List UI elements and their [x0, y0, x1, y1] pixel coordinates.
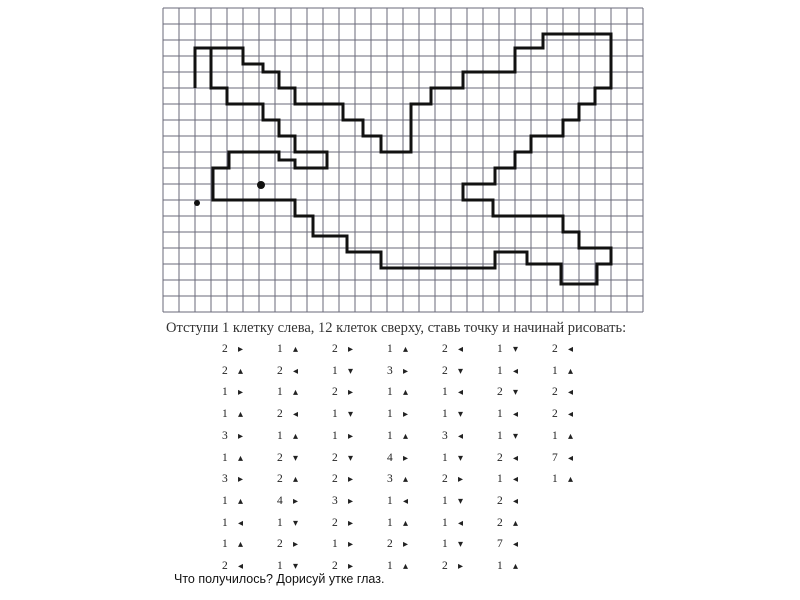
arrow-down-icon: ▾	[293, 561, 299, 572]
command-steps: 1	[332, 429, 338, 442]
arrow-up-icon: ▴	[403, 561, 409, 572]
command-steps: 1	[277, 343, 283, 355]
command-item	[442, 452, 502, 472]
command-steps: 2	[332, 386, 338, 399]
arrow-left-icon: ◂	[458, 387, 464, 399]
command-item	[497, 452, 557, 472]
arrow-left-icon: ◂	[458, 517, 464, 529]
command-steps: 1	[222, 451, 228, 464]
command-item	[277, 343, 337, 363]
start-point-dot	[194, 200, 200, 206]
arrow-right-icon: ▸	[238, 474, 244, 486]
command-item	[332, 408, 392, 428]
instruction-text: Отступи 1 клетку слева, 12 клеток сверху, ставь точку и начинай рисовать:	[166, 320, 627, 336]
command-steps: 4	[387, 451, 393, 464]
arrow-up-icon: ▴	[238, 539, 244, 551]
command-steps: 2	[222, 560, 228, 572]
command-item	[442, 495, 502, 515]
command-item	[222, 495, 282, 515]
command-steps: 3	[442, 429, 448, 442]
command-steps: 1	[387, 408, 393, 421]
command-steps: 1	[552, 364, 558, 377]
command-steps: 2	[497, 516, 503, 529]
command-steps: 2	[497, 494, 503, 507]
command-item	[222, 517, 282, 537]
arrow-up-icon: ▴	[238, 495, 244, 507]
arrow-left-icon: ◂	[403, 495, 409, 507]
arrow-right-icon: ▸	[403, 452, 409, 464]
command-steps: 7	[552, 451, 558, 464]
command-item	[552, 430, 612, 450]
arrow-left-icon: ◂	[513, 495, 519, 507]
arrow-up-icon: ▴	[568, 430, 574, 442]
command-item	[442, 538, 502, 558]
command-item	[332, 517, 392, 537]
arrow-right-icon: ▸	[348, 474, 354, 486]
command-steps: 2	[332, 343, 338, 355]
command-steps: 1	[222, 538, 228, 551]
command-steps: 2	[552, 408, 558, 421]
command-item	[332, 343, 392, 363]
command-item	[387, 430, 447, 450]
arrow-up-icon: ▴	[293, 387, 299, 399]
arrow-up-icon: ▴	[403, 517, 409, 529]
arrow-left-icon: ◂	[458, 430, 464, 442]
command-steps: 1	[497, 343, 503, 355]
arrow-right-icon: ▸	[403, 365, 409, 377]
command-steps: 1	[497, 429, 503, 442]
command-item	[552, 343, 612, 363]
command-steps: 3	[222, 429, 228, 442]
command-steps: 2	[277, 364, 283, 377]
command-item	[222, 365, 282, 385]
command-steps: 2	[552, 343, 558, 355]
command-item	[387, 408, 447, 428]
arrow-left-icon: ◂	[513, 409, 519, 421]
command-steps: 2	[442, 364, 448, 377]
command-steps: 4	[277, 494, 283, 507]
arrow-right-icon: ▸	[458, 474, 464, 486]
command-steps: 1	[387, 343, 393, 355]
command-item	[222, 452, 282, 472]
command-steps: 2	[332, 560, 338, 572]
arrow-up-icon: ▴	[293, 344, 299, 355]
command-item	[442, 365, 502, 385]
arrow-down-icon: ▾	[513, 430, 519, 442]
command-steps: 2	[442, 560, 448, 572]
arrow-right-icon: ▸	[403, 539, 409, 551]
arrow-up-icon: ▴	[403, 344, 409, 355]
arrow-right-icon: ▸	[348, 517, 354, 529]
arrow-up-icon: ▴	[513, 561, 519, 572]
arrow-right-icon: ▸	[348, 344, 354, 355]
command-steps: 1	[222, 516, 228, 529]
command-steps: 1	[497, 408, 503, 421]
arrow-right-icon: ▸	[348, 561, 354, 572]
command-steps: 7	[497, 538, 503, 551]
command-item	[387, 495, 447, 515]
command-steps: 2	[222, 343, 228, 355]
arrow-left-icon: ◂	[513, 452, 519, 464]
arrow-left-icon: ◂	[568, 409, 574, 421]
command-item	[497, 365, 557, 385]
arrow-right-icon: ▸	[293, 539, 299, 551]
command-item	[277, 408, 337, 428]
arrow-left-icon: ◂	[513, 365, 519, 377]
command-item	[387, 560, 447, 580]
command-steps: 2	[332, 516, 338, 529]
command-steps: 1	[442, 408, 448, 421]
command-steps: 2	[497, 386, 503, 399]
command-steps: 3	[387, 473, 393, 486]
command-item	[332, 473, 392, 493]
command-steps: 2	[332, 451, 338, 464]
arrow-left-icon: ◂	[238, 517, 244, 529]
arrow-down-icon: ▾	[458, 409, 464, 421]
duck-eye-dot	[257, 181, 265, 189]
command-item	[442, 386, 502, 406]
command-steps: 3	[332, 494, 338, 507]
arrow-left-icon: ◂	[458, 344, 464, 355]
command-steps: 2	[277, 538, 283, 551]
command-steps: 1	[552, 429, 558, 442]
command-steps: 1	[442, 538, 448, 551]
arrow-left-icon: ◂	[568, 452, 574, 464]
command-item	[222, 408, 282, 428]
command-item	[387, 343, 447, 363]
command-item	[442, 560, 502, 580]
command-item	[497, 517, 557, 537]
arrow-right-icon: ▸	[348, 539, 354, 551]
command-item	[497, 495, 557, 515]
command-item	[332, 495, 392, 515]
arrow-up-icon: ▴	[403, 474, 409, 486]
command-steps: 1	[387, 560, 393, 572]
command-steps: 1	[332, 538, 338, 551]
command-steps: 1	[277, 386, 283, 399]
command-steps: 1	[277, 429, 283, 442]
command-item	[442, 473, 502, 493]
command-steps: 1	[497, 364, 503, 377]
command-steps: 1	[222, 386, 228, 399]
command-steps: 3	[222, 473, 228, 486]
command-steps: 1	[442, 451, 448, 464]
arrow-left-icon: ◂	[568, 344, 574, 355]
command-item	[442, 430, 502, 450]
command-item	[552, 408, 612, 428]
command-steps: 1	[497, 473, 503, 486]
command-item	[552, 365, 612, 385]
command-steps: 1	[442, 494, 448, 507]
arrow-right-icon: ▸	[238, 387, 244, 399]
arrow-left-icon: ◂	[238, 561, 244, 572]
command-item	[497, 386, 557, 406]
command-steps: 2	[497, 451, 503, 464]
command-item	[497, 473, 557, 493]
command-item	[277, 495, 337, 515]
arrow-down-icon: ▾	[513, 344, 519, 355]
command-steps: 2	[277, 451, 283, 464]
command-item	[222, 386, 282, 406]
arrow-up-icon: ▴	[293, 474, 299, 486]
command-item	[387, 386, 447, 406]
arrow-up-icon: ▴	[403, 387, 409, 399]
command-steps: 2	[222, 364, 228, 377]
command-steps: 1	[277, 560, 283, 572]
command-steps: 2	[387, 538, 393, 551]
command-item	[277, 365, 337, 385]
grid-lines	[163, 8, 643, 312]
command-steps: 1	[387, 494, 393, 507]
command-item	[277, 452, 337, 472]
arrow-down-icon: ▾	[348, 409, 354, 421]
arrow-down-icon: ▾	[458, 452, 464, 464]
command-steps: 2	[552, 386, 558, 399]
arrow-up-icon: ▴	[293, 430, 299, 442]
command-steps: 2	[277, 473, 283, 486]
arrow-up-icon: ▴	[238, 365, 244, 377]
arrow-up-icon: ▴	[513, 517, 519, 529]
command-steps: 1	[497, 560, 503, 572]
command-item	[277, 538, 337, 558]
arrow-down-icon: ▾	[458, 495, 464, 507]
command-item	[552, 386, 612, 406]
command-item	[497, 408, 557, 428]
arrow-right-icon: ▸	[348, 430, 354, 442]
command-item	[277, 386, 337, 406]
command-steps: 1	[387, 516, 393, 529]
command-item	[552, 473, 612, 493]
arrow-down-icon: ▾	[293, 452, 299, 464]
command-item	[222, 538, 282, 558]
command-item	[332, 365, 392, 385]
command-item	[387, 452, 447, 472]
command-item	[552, 452, 612, 472]
command-steps: 3	[387, 364, 393, 377]
arrow-up-icon: ▴	[568, 474, 574, 486]
command-item	[387, 517, 447, 537]
arrow-up-icon: ▴	[238, 409, 244, 421]
command-steps: 2	[332, 473, 338, 486]
command-steps: 1	[332, 364, 338, 377]
arrow-down-icon: ▾	[348, 452, 354, 464]
arrow-left-icon: ◂	[513, 539, 519, 551]
arrow-left-icon: ◂	[513, 474, 519, 486]
command-item	[332, 386, 392, 406]
arrow-down-icon: ▾	[293, 517, 299, 529]
arrow-down-icon: ▾	[348, 365, 354, 377]
command-steps: 1	[387, 429, 393, 442]
command-steps: 2	[442, 343, 448, 355]
command-steps: 2	[442, 473, 448, 486]
command-item	[332, 452, 392, 472]
command-item	[387, 538, 447, 558]
command-steps: 2	[277, 408, 283, 421]
command-item	[222, 343, 282, 363]
command-item	[277, 517, 337, 537]
arrow-down-icon: ▾	[513, 387, 519, 399]
command-item	[332, 538, 392, 558]
command-item	[497, 430, 557, 450]
command-item	[277, 473, 337, 493]
arrow-up-icon: ▴	[568, 365, 574, 377]
arrow-left-icon: ◂	[293, 409, 299, 421]
arrow-left-icon: ◂	[293, 365, 299, 377]
arrow-down-icon: ▾	[458, 539, 464, 551]
command-item	[442, 343, 502, 363]
arrow-up-icon: ▴	[238, 452, 244, 464]
command-steps: 1	[222, 408, 228, 421]
arrow-right-icon: ▸	[238, 430, 244, 442]
arrow-down-icon: ▾	[458, 365, 464, 377]
arrow-up-icon: ▴	[403, 430, 409, 442]
arrow-right-icon: ▸	[403, 409, 409, 421]
command-item	[277, 430, 337, 450]
command-item	[387, 473, 447, 493]
command-steps: 1	[387, 386, 393, 399]
arrow-right-icon: ▸	[458, 561, 464, 572]
command-steps: 1	[277, 516, 283, 529]
question-text: Что получилось? Дорисуй утке глаз.	[174, 572, 385, 586]
command-item	[497, 538, 557, 558]
arrow-right-icon: ▸	[348, 495, 354, 507]
command-steps: 1	[222, 494, 228, 507]
arrow-right-icon: ▸	[348, 387, 354, 399]
arrow-left-icon: ◂	[568, 387, 574, 399]
command-steps: 1	[442, 516, 448, 529]
command-item	[497, 560, 557, 580]
command-item	[332, 430, 392, 450]
command-steps: 1	[332, 408, 338, 421]
arrow-right-icon: ▸	[238, 344, 244, 355]
command-item	[442, 408, 502, 428]
command-item	[387, 365, 447, 385]
command-steps: 1	[442, 386, 448, 399]
command-item	[222, 473, 282, 493]
command-item	[497, 343, 557, 363]
command-item	[442, 517, 502, 537]
arrow-right-icon: ▸	[293, 495, 299, 507]
command-item	[222, 430, 282, 450]
command-steps: 1	[552, 473, 558, 486]
